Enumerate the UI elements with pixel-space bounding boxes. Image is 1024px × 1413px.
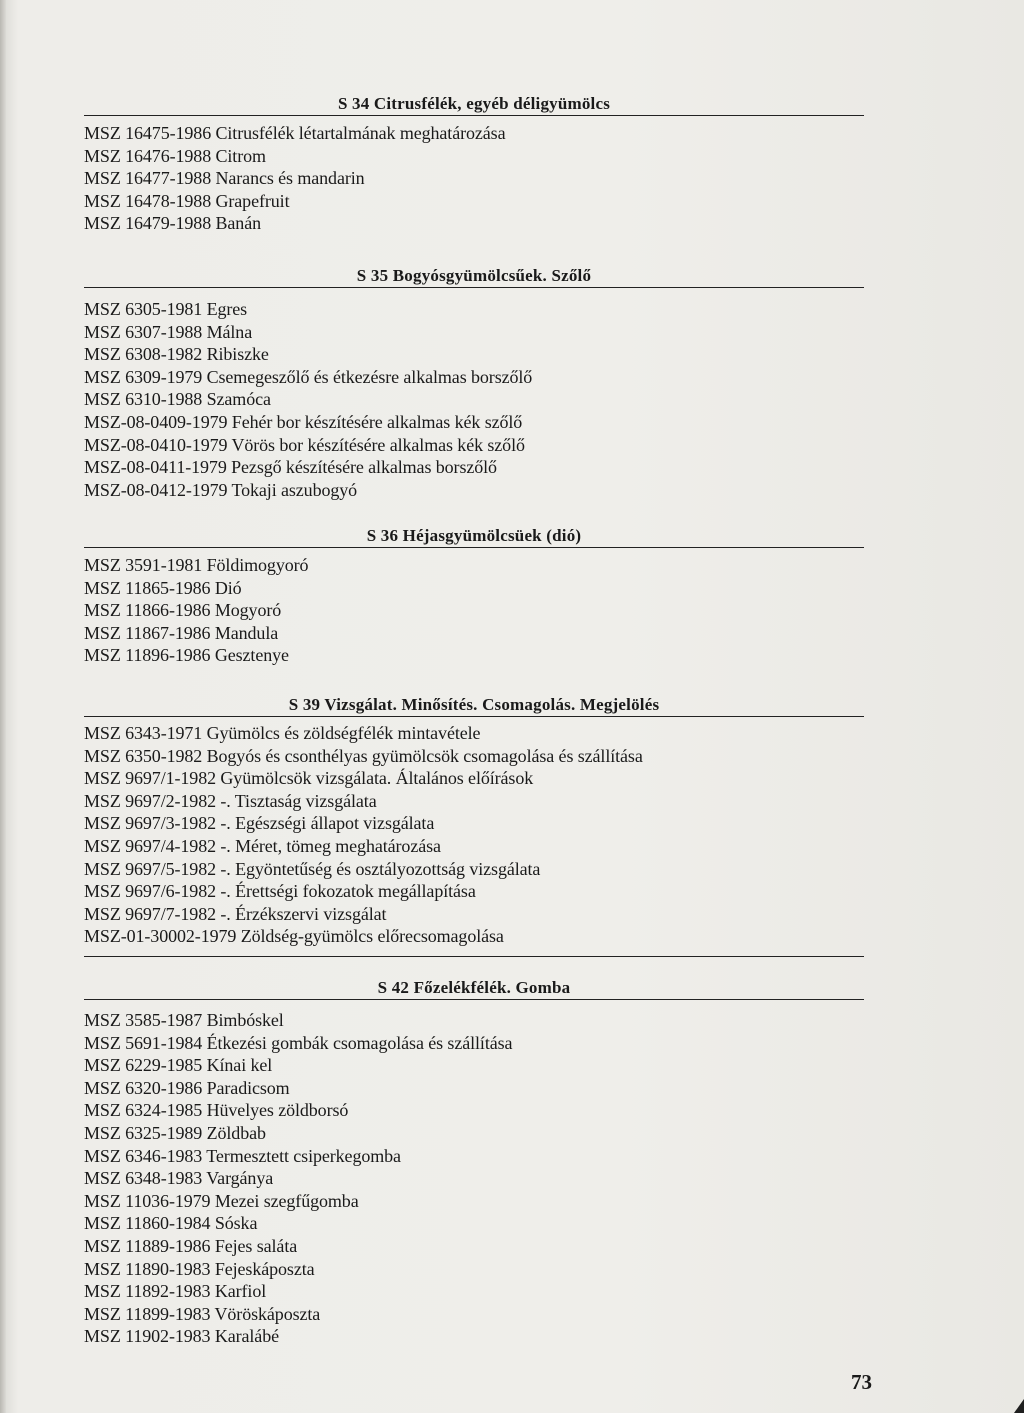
standard-entry: MSZ 11866-1986 Mogyoró [84,600,282,621]
standard-entry: MSZ 6310-1988 Szamóca [84,389,271,410]
standard-entry: MSZ 6348-1983 Vargánya [84,1168,274,1189]
standard-entry: MSZ 11892-1983 Karfiol [84,1281,267,1302]
standard-entry: MSZ 6346-1983 Termesztett csiperkegomba [84,1145,401,1166]
standard-entry: MSZ 11036-1979 Mezei szegfűgomba [84,1190,359,1211]
section-s42 [84,977,864,1348]
standard-entry: MSZ 6320-1986 Paradicsom [84,1077,290,1098]
section-title: S 39 Vizsgálat. Minősítés. Csomagolás. Megjelölés [288,695,660,714]
standard-entry: MSZ 6308-1982 Ribiszke [84,344,269,365]
page-edge-shadow [0,0,6,1413]
standard-entry: MSZ 6305-1981 Egres [84,299,248,319]
section-rule [84,115,864,116]
section-rule [84,999,864,1000]
standard-entry: MSZ 3591-1981 Földimogyoró [84,555,309,575]
section-title: S 34 Citrusfélék, egyéb déligyümölcs [337,94,611,113]
standard-entry: MSZ 11902-1983 Karalábé [84,1326,279,1347]
entry-list [84,554,864,667]
standard-entry: MSZ 9697/6-1982 -. Érettségi fokozatok megállapítása [84,881,476,902]
section-s34 [84,93,864,235]
standard-entry: MSZ 11860-1984 Sóska [84,1213,258,1234]
standard-entry: MSZ 16479-1988 Banán [84,213,261,234]
section-s36 [84,525,864,667]
standard-entry: MSZ 9697/7-1982 -. Érzékszervi vizsgálat [84,903,387,924]
section-title: S 42 Főzelékfélék. Gomba [377,978,571,997]
standard-entry: MSZ 11890-1983 Fejeskáposzta [84,1258,315,1279]
standard-entry: MSZ 11865-1986 Dió [84,577,242,598]
standard-entry: MSZ 9697/4-1982 -. Méret, tömeg meghatározása [84,835,441,856]
section-rule [84,287,864,288]
standard-entry: MSZ 5691-1984 Étkezési gombák csomagolása és szállítása [84,1032,513,1053]
standard-entry: MSZ 6324-1985 Hüvelyes zöldborsó [84,1100,349,1121]
standard-entry: MSZ 9697/1-1982 Gyümölcsök vizsgálata. Általános előírások [84,768,534,789]
standard-entry: MSZ 16477-1988 Narancs és mandarin [84,168,365,189]
standard-entry: MSZ 6307-1988 Málna [84,321,253,342]
standard-entry: MSZ 11867-1986 Mandula [84,622,279,643]
standard-entry: MSZ 6229-1985 Kínai kel [84,1055,273,1076]
section-rule [84,716,864,717]
section-bottom-rule [84,956,864,957]
entry-list [84,722,864,948]
section-rule [84,547,864,548]
section-s35 [84,265,864,501]
entry-list [84,1009,864,1348]
standard-entry: MSZ 16476-1988 Citrom [84,145,266,166]
standard-entry: MSZ 3585-1987 Bimbóskel [84,1010,284,1030]
standard-entry: MSZ 11889-1986 Fejes saláta [84,1235,298,1256]
page-number: 73 [851,1370,872,1394]
corner-mark [1014,1399,1024,1413]
standard-entry: MSZ 11896-1986 Gesztenye [84,645,289,666]
standard-entry: MSZ 6325-1989 Zöldbab [84,1122,266,1143]
standard-entry: MSZ 9697/5-1982 -. Egyöntetűség és osztályozottság vizsgálata [84,858,541,879]
standard-entry: MSZ 11899-1983 Vöröskáposzta [84,1303,321,1324]
entry-list [84,298,864,501]
entry-list [84,122,864,235]
standard-entry: MSZ 6350-1982 Bogyós és csonthélyas gyümölcsök csomagolása és szállítása [84,745,643,766]
standard-entry: MSZ 6343-1971 Gyümölcs és zöldségfélék mintavétele [84,723,481,743]
standard-entry: MSZ-08-0411-1979 Pezsgő készítésére alkalmas borszőlő [84,457,497,478]
standard-entry: MSZ 9697/3-1982 -. Egészségi állapot vizsgálata [84,813,435,834]
standard-entry: MSZ 16475-1986 Citrusfélék létartalmának meghatározása [84,123,506,143]
standard-entry: MSZ-08-0412-1979 Tokaji aszubogyó [84,479,358,500]
section-title: S 36 Héjasgyümölcsüek (dió) [366,526,582,545]
standard-entry: MSZ-08-0410-1979 Vörös bor készítésére alkalmas kék szőlő [84,434,525,455]
standard-entry: MSZ 9697/2-1982 -. Tisztaság vizsgálata [84,790,377,811]
section-title: S 35 Bogyósgyümölcsűek. Szőlő [356,266,592,285]
standard-entry: MSZ-01-30002-1979 Zöldség-gyümölcs előrecsomagolása [84,926,504,947]
standard-entry: MSZ-08-0409-1979 Fehér bor készítésére alkalmas kék szőlő [84,411,523,432]
standard-entry: MSZ 16478-1988 Grapefruit [84,190,290,211]
standard-entry: MSZ 6309-1979 Csemegeszőlő és étkezésre alkalmas borszőlő [84,366,533,387]
section-s39 [84,694,864,957]
